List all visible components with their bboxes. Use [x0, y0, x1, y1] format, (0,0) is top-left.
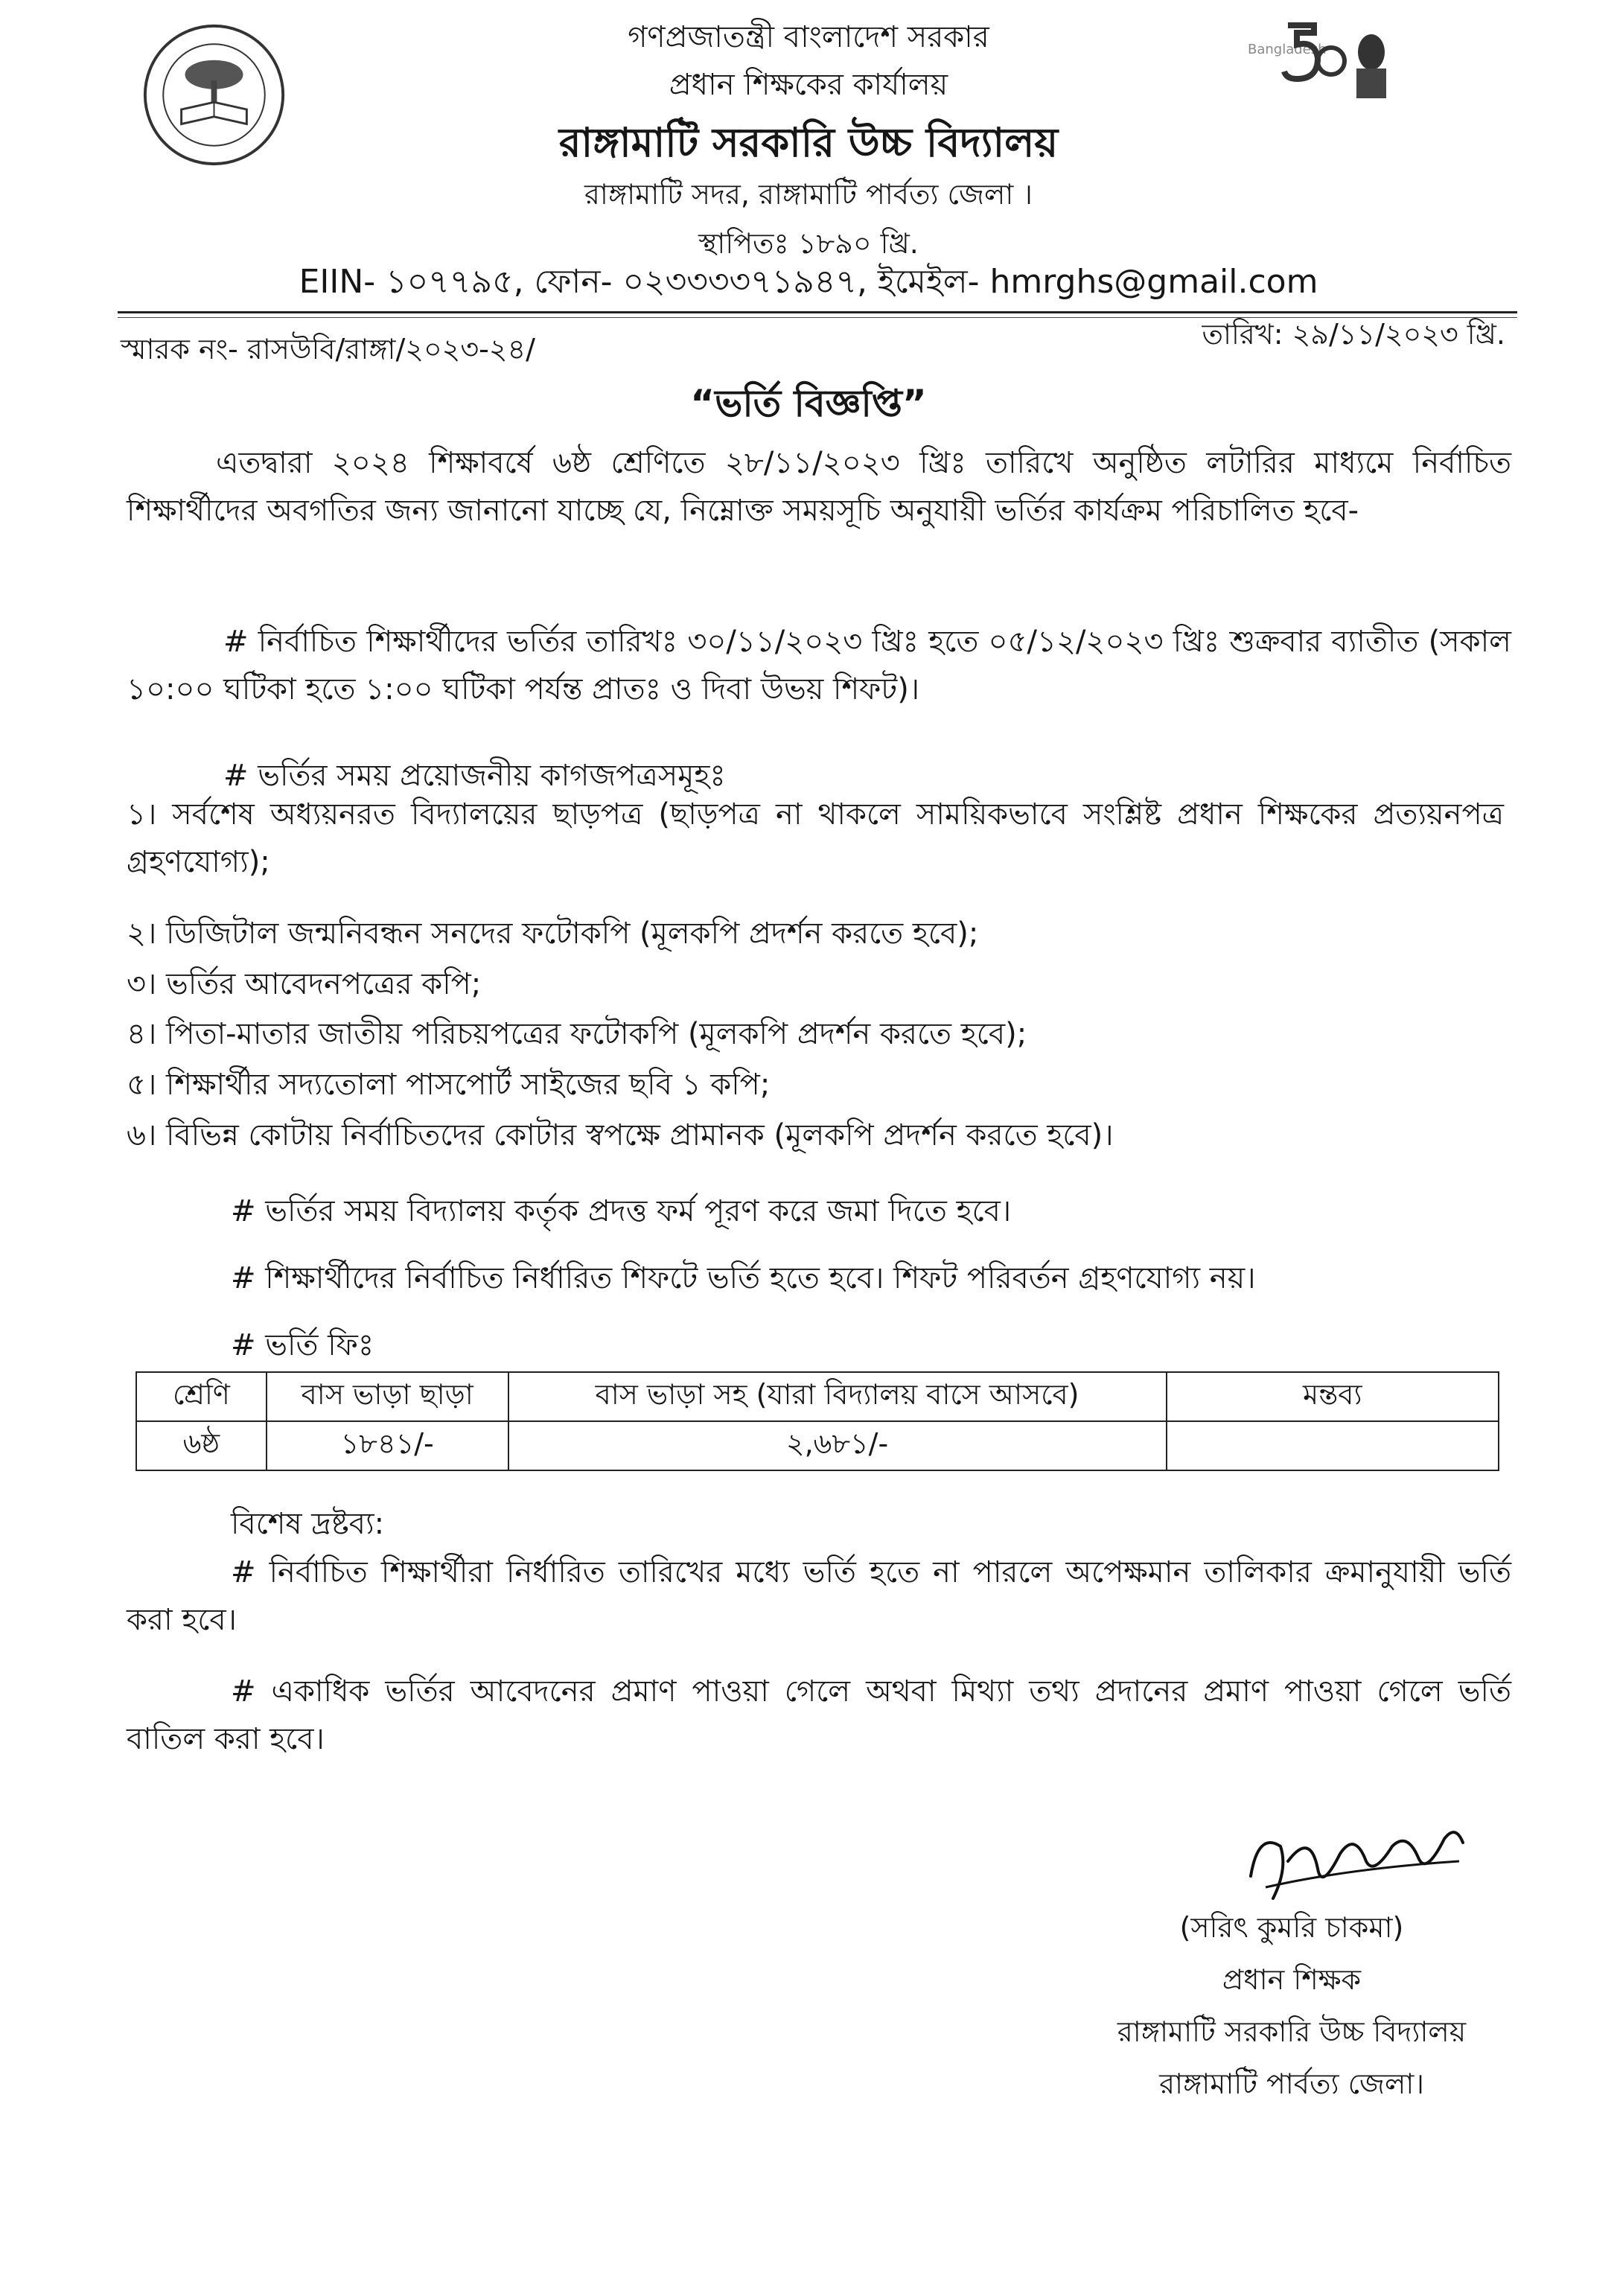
fee-cell-class: ৬ষ্ঠ — [136, 1421, 267, 1470]
fee-cell-with-bus: ২,৬৮১/- — [508, 1421, 1167, 1470]
fee-header-without-bus: বাস ভাড়া ছাড়া — [267, 1372, 508, 1421]
shift-note: # শিক্ষার্থীদের নির্বাচিত নির্ধারিত শিফটে ভর্তি হতে হবে। শিফট পরিবর্তন গ্রহণযোগ্য নয়। — [231, 1261, 1256, 1295]
signature-icon — [1236, 1817, 1474, 1913]
special-note-1: # নির্বাচিত শিক্ষার্থীরা নির্ধারিত তারিখের মধ্যে ভর্তি হতে না পারলে অপেক্ষমান তালিকার ক্রমানুযায়ী ভর্তি করা হবে। — [127, 1555, 1511, 1637]
document-item-5: ৫। শিক্ষার্থীর সদ্যতোলা পাসপোর্ট সাইজের ছবি ১ কপি; — [127, 1068, 771, 1102]
special-note-2: # একাধিক ভর্তির আবেদনের প্রমাণ পাওয়া গেলে অথবা মিথ্যা তথ্য প্রদানের প্রমাণ পাওয়া গেলে ভর্তি বাতিল করা হবে। — [127, 1674, 1511, 1756]
signatory-district: রাঙ্গামাটি পার্বত্য জেলা। — [1159, 2067, 1424, 2100]
documents-heading: # ভর্তির সময় প্রয়োজনীয় কাগজপত্রসমূহঃ — [223, 759, 726, 793]
document-item-2: ২। ডিজিটাল জন্মনিবন্ধন সনদের ফটোকপি (মূলকপি প্রদর্শন করতে হবে); — [127, 916, 979, 951]
fee-header-class: শ্রেণি — [136, 1372, 267, 1421]
special-notes-heading: বিশেষ দ্রষ্টব্য: — [231, 1507, 385, 1541]
document-item-1: ১। সর্বশেষ অধ্যয়নরত বিদ্যালয়ের ছাড়পত্র (ছাড়পত্র না থাকলে সাময়িকভাবে সংশ্লিষ্ট প্রধান শিক্ষকের প্রত্যয়নপত্র গ্রহণযোগ্য); — [127, 797, 1504, 879]
school-name: রাঙ্গামাটি সরকারি উচ্চ বিদ্যালয় — [558, 119, 1059, 166]
admission-date-paragraph: # নির্বাচিত শিক্ষার্থীদের ভর্তির তারিখঃ ৩০/১১/২০২৩ খ্রিঃ হতে ০৫/১২/২০২৩ খ্রিঃ শুক্রবার ব্যাতীত (সকাল ১০:০০ ঘটিকা হতে ১:০০ ঘটিকা পর্যন্ত প্রাতঃ ও দিবা উভয় শিফট)। — [127, 625, 1511, 707]
form-note: # ভর্তির সময় বিদ্যালয় কর্তৃক প্রদত্ত ফর্ম পূরণ করে জমা দিতে হবে। — [231, 1194, 1012, 1228]
govt-heading: গণপ্রজাতন্ত্রী বাংলাদেশ সরকার — [628, 20, 989, 54]
signatory-name: (সরিৎ কুমরি চাকমা) — [1179, 1911, 1404, 1944]
document-item-4: ৪। পিতা-মাতার জাতীয় পরিচয়পত্রের ফটোকপি (মূলকপি প্রদর্শন করতে হবে); — [127, 1017, 1027, 1051]
intro-paragraph: এতদ্বারা ২০২৪ শিক্ষাবর্ষে ৬ষ্ঠ শ্রেণিতে ২৮/১১/২০২৩ খ্রিঃ তারিখে অনুষ্ঠিত লটারির মাধ্যমে নির্বাচিত শিক্ষার্থীদের অবগতির জন্য জানানো যাচ্ছে যে, নিম্নোক্ত সময়সূচি অনুযায়ী ভর্তির কার্যক্রম পরিচালিত হবে- — [127, 446, 1511, 528]
notice-date: তারিখ: ২৯/১১/২০২৩ খ্রি. — [1202, 318, 1505, 351]
table-row — [136, 1421, 1499, 1470]
fee-table — [135, 1371, 1499, 1471]
signatory-designation: প্রধান শিক্ষক — [1222, 1963, 1362, 1996]
fee-header-remarks: মন্তব্য — [1167, 1372, 1499, 1421]
contact-line: EIIN- ১০৭৭৯৫, ফোন- ০২৩৩৩৩৭১৯৪৭, ইমেইল- hmrghs@gmail.com — [299, 263, 1318, 301]
document-item-3: ৩। ভর্তির আবেদনপত্রের কপি; — [127, 967, 482, 1001]
school-address: রাঙ্গামাটি সদর, রাঙ্গামাটি পার্বত্য জেলা । — [584, 178, 1033, 211]
memo-number: স্মারক নং- রাসউবি/রাঙ্গা/২০২৩-২৪/ — [121, 333, 535, 366]
fee-heading: # ভর্তি ফিঃ — [231, 1328, 374, 1362]
signatory-school: রাঙ্গামাটি সরকারি উচ্চ বিদ্যালয় — [1117, 2015, 1467, 2048]
fee-header-with-bus: বাস ভাড়া সহ (যারা বিদ্যালয় বাসে আসবে) — [508, 1372, 1167, 1421]
document-item-6: ৬। বিভিন্ন কোটায় নির্বাচিতদের কোটার স্বপক্ষে প্রামানক (মূলকপি প্রদর্শন করতে হবে)। — [127, 1118, 1114, 1152]
fee-cell-without-bus: ১৮৪১/- — [267, 1421, 508, 1470]
office-heading: প্রধান শিক্ষকের কার্যালয় — [669, 68, 948, 102]
logo-right-text: Bangladesh — [1248, 42, 1327, 57]
fee-table-header-row — [136, 1372, 1499, 1421]
fee-cell-remarks — [1167, 1421, 1499, 1470]
notice-title: “ভর্তি বিজ্ঞপ্তি” — [690, 382, 927, 425]
established-year: স্থাপিতঃ ১৮৯০ খ্রি. — [698, 227, 919, 260]
